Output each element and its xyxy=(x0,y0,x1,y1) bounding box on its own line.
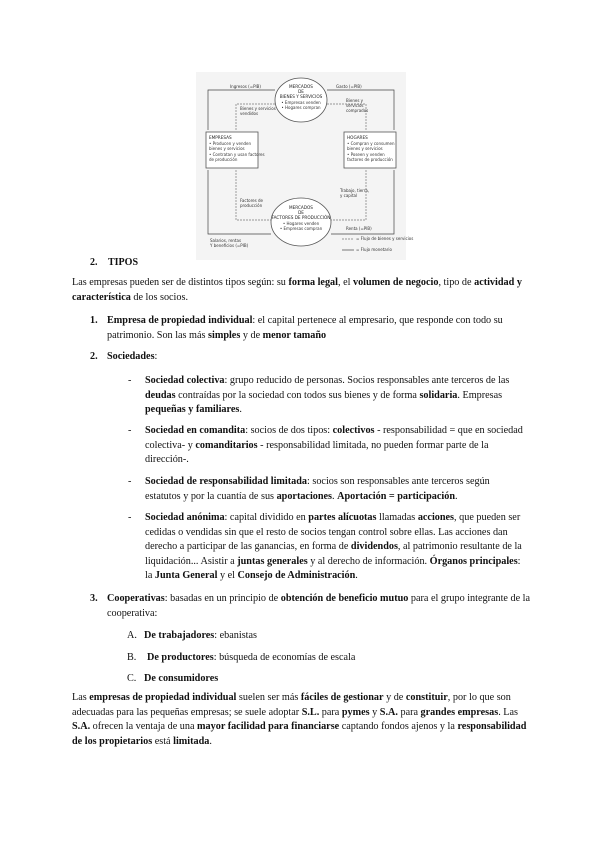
dash-marker: - xyxy=(128,512,132,523)
sub-bold: Sociedad colectiva xyxy=(145,375,225,386)
bottom-left-label-0: Salarios, rentas xyxy=(210,238,242,243)
coop-item-consumidores xyxy=(127,672,218,687)
sub-text-1: : grupo reducido de personas. Socios responsables ante terceros de las xyxy=(224,375,510,386)
sub-bold-3: Aportación = participación xyxy=(337,490,455,502)
sub-text-3: . Empresas xyxy=(457,389,503,401)
sub-bold-2: colectivos xyxy=(332,425,375,436)
sub-bold-7: Junta General xyxy=(154,570,218,582)
bottom-left-note-1: producción xyxy=(240,203,263,208)
closing-text: ofrecen la ventaja de una xyxy=(90,721,198,733)
sublist-item-limitada xyxy=(128,475,524,504)
coop-item-trabajadores xyxy=(127,629,257,644)
sub-text-1: : socios son responsables ante terceros según estatutos y por la cuantía de sus xyxy=(145,476,490,502)
list-item-sociedades xyxy=(90,350,530,365)
sub-bold: Sociedad de responsabilidad limitada xyxy=(145,476,307,487)
sub-text-2: contraídas por la sociedad con todos sus bienes y de forma xyxy=(175,389,420,401)
top-circle-line-0: MERCADOS xyxy=(289,84,313,89)
right-spending-label: Gasto (=PIB) xyxy=(336,84,362,89)
dash-marker: - xyxy=(128,375,132,386)
intro-bold-2: volumen de negocio xyxy=(352,277,439,288)
intro-text-3: , tipo de xyxy=(438,277,475,288)
intro-paragraph xyxy=(72,276,532,305)
coop-text: : búsqueda de economías de escala xyxy=(213,652,356,663)
list-item-individual xyxy=(90,314,530,343)
right-box-line-4: factores de producción xyxy=(347,157,393,162)
closing-bold: grandes empresas xyxy=(420,706,499,718)
list-marker: 1. xyxy=(90,315,98,326)
circular-flow-svg xyxy=(196,72,414,260)
sub-bold-4: dividendos xyxy=(350,541,398,553)
closing-bold: empresas de propiedad individual xyxy=(89,692,237,703)
list-marker: 3. xyxy=(90,593,98,604)
closing-text: , por lo que son adecuadas para las pequeñas empresas; se suele adoptar xyxy=(72,692,511,718)
bottom-circle-line-3: • Hogares venden xyxy=(282,221,320,226)
sub-bold-3: acciones xyxy=(417,512,455,523)
item-text: : el capital pertenece al empresario, que responde con todo su patrimonio. Son las más xyxy=(107,315,503,341)
closing-bold: responsabilidad de los propietarios xyxy=(72,721,527,747)
sub-text-1: : socios de dos tipos: xyxy=(245,425,333,436)
closing-bold: mayor facilidad para financiarse xyxy=(197,721,340,733)
left-box-line-1: • Producen y venden xyxy=(209,141,252,146)
sublist-item-comandita xyxy=(128,424,524,468)
sub-bold-2: aportaciones xyxy=(276,490,333,502)
left-income-label: Ingresos (=PIB) xyxy=(230,84,261,89)
coop-bold: De productores xyxy=(147,652,214,663)
closing-bold: fáciles de gestionar xyxy=(300,692,384,703)
bottom-right-note-0: Trabajo, tierra, xyxy=(340,188,370,193)
coop-text: : ebanistas xyxy=(214,630,257,641)
item-text: : basadas en un principio de xyxy=(164,593,281,604)
top-circle-line-2: BIENES Y SERVICIOS xyxy=(279,94,323,99)
closing-text: suelen ser más xyxy=(236,692,301,703)
bottom-circle-line-0: MERCADOS xyxy=(289,205,313,210)
closing-text: para xyxy=(319,706,342,718)
top-circle-line-4: • Hogares compran xyxy=(281,105,321,110)
section-title: TIPOS xyxy=(108,257,139,268)
sub-text-3: - responsabilidad limitada, no pueden formar parte de la dirección-. xyxy=(145,439,489,466)
left-box-line-2: bienes y servicios xyxy=(209,146,245,151)
bottom-left-note-0: Factores de xyxy=(240,198,263,203)
sub-text-4: , al patrimonio resultante de la liquidación... Asistir a xyxy=(145,541,522,567)
closing-bold: pymes xyxy=(341,706,370,718)
sub-bold-5: juntas generales xyxy=(237,555,308,567)
bottom-circle-line-4: • Empresas compran xyxy=(279,226,323,231)
circular-flow-diagram xyxy=(196,72,414,260)
bottom-right-note-1: y capital xyxy=(340,193,358,198)
sub-text-5: y al derecho de información. xyxy=(307,555,430,567)
dash-marker: - xyxy=(128,425,132,436)
sub-bold-3: solidaria xyxy=(419,389,458,401)
list-marker: 2. xyxy=(90,351,98,362)
item-bold: Cooperativas xyxy=(107,593,165,604)
closing-text: y xyxy=(369,706,380,718)
sub-text-6: : la xyxy=(145,555,521,582)
right-box-line-1: • Compran y consumen xyxy=(347,141,395,146)
closing-text: . Las xyxy=(498,706,518,718)
sub-text-2: . xyxy=(332,490,338,502)
right-box-line-3: • Poseen y venden xyxy=(347,152,385,157)
bottom-right-label: Renta (=PIB) xyxy=(346,226,372,231)
sublist-item-colectiva xyxy=(128,374,524,418)
sub-text-3: . xyxy=(455,490,458,502)
closing-bold: S.A. xyxy=(379,706,398,718)
letter-marker: A. xyxy=(127,630,137,641)
top-right-note-1: servicios xyxy=(346,103,364,108)
sub-bold-2: deudas xyxy=(145,389,176,401)
left-box-line-4: de producción xyxy=(209,157,238,162)
closing-text: Las xyxy=(72,692,90,703)
item-text-2: para el grupo integrante de la cooperativa: xyxy=(107,593,531,619)
item-bold-3: menor tamaño xyxy=(262,329,327,341)
section-heading xyxy=(90,257,138,268)
closing-bold: S.A. xyxy=(72,721,91,733)
sub-text-2: llamadas xyxy=(376,512,418,523)
top-right-note-0: Bienes y xyxy=(346,98,364,103)
intro-bold-1: forma legal xyxy=(288,277,338,288)
closing-bold: S.L. xyxy=(301,706,320,718)
closing-text: está xyxy=(152,735,174,747)
list-item-cooperativas xyxy=(90,592,530,621)
bottom-circle-line-2: FACTORES DE PRODUCCIÓN xyxy=(271,215,331,220)
legend-money: = Flujo monetario xyxy=(356,247,392,252)
section-number: 2. xyxy=(90,257,98,268)
coop-bold: De consumidores xyxy=(144,673,219,684)
closing-text: captando fondos ajenos y la xyxy=(339,721,458,733)
sub-bold: Sociedad en comandita xyxy=(145,425,246,436)
sublist-item-anonima xyxy=(128,511,524,584)
left-box-line-0: EMPRESAS xyxy=(209,135,232,140)
bottom-circle-line-1: DE xyxy=(298,210,304,215)
item-bold: Sociedades xyxy=(107,351,155,362)
intro-text-2: , el xyxy=(337,277,353,288)
sub-text-4: . xyxy=(239,404,242,416)
bottom-left-label-1: Y beneficios (=PIB) xyxy=(210,243,249,248)
right-box-line-2: bienes y servicios xyxy=(347,146,383,151)
sub-bold-2: partes alícuotas xyxy=(308,512,377,523)
top-left-note-0: Bienes y servicios xyxy=(240,106,276,111)
intro-text-4: de los socios. xyxy=(130,291,188,303)
sub-bold: Sociedad anónima xyxy=(145,512,225,523)
sub-bold-4: pequeñas y familiares xyxy=(145,404,240,416)
closing-paragraph xyxy=(72,691,532,749)
item-bold-2: obtención de beneficio mutuo xyxy=(280,593,409,604)
intro-bold-3: actividad y característica xyxy=(72,277,522,303)
sub-text-8: . xyxy=(355,570,358,582)
top-circle-line-3: • Empresas venden xyxy=(281,100,321,105)
coop-bold: De trabajadores xyxy=(144,630,215,641)
intro-text-1: Las empresas pueden ser de distintos tipos según: su xyxy=(72,277,289,288)
closing-text: y de xyxy=(383,692,406,703)
item-text: : xyxy=(154,351,158,362)
sub-text-2: - responsabilidad = que en sociedad colectiva- y xyxy=(145,425,523,451)
item-bold-2: simples xyxy=(208,329,241,341)
sub-bold-8: Consejo de Administración xyxy=(237,570,356,582)
legend-goods: = Flujo de bienes y servicios xyxy=(356,236,414,241)
sub-text-7: y el xyxy=(217,570,238,582)
right-box-line-0: HOGARES xyxy=(347,135,368,140)
closing-bold: constituir xyxy=(405,692,448,703)
closing-text: para xyxy=(397,706,421,718)
letter-marker: B. xyxy=(127,652,137,663)
dash-marker: - xyxy=(128,476,132,487)
sub-bold-3: comanditarios xyxy=(195,439,258,451)
top-circle-line-1: DE xyxy=(298,89,304,94)
item-bold: Empresa de propiedad individual xyxy=(107,315,253,326)
sub-bold-6: Órganos principales xyxy=(429,555,518,567)
sub-text-3: , que pueden ser cedidas o vendidas sin que el resto de socios tengan control sobre ellas. Las acciones dan derecho a participar de las ganancias, en forma de xyxy=(145,512,521,553)
closing-text: . xyxy=(209,735,212,747)
left-box-line-3: • Contratan y usan factores xyxy=(209,152,265,157)
top-right-note-2: comprados xyxy=(346,108,369,113)
sub-text-1: : capital dividido en xyxy=(224,512,309,523)
item-text-2: y de xyxy=(240,329,263,341)
letter-marker: C. xyxy=(127,673,137,684)
top-left-note-1: vendidos xyxy=(240,111,259,116)
coop-item-productores xyxy=(127,651,355,666)
closing-bold: limitada xyxy=(173,735,210,747)
